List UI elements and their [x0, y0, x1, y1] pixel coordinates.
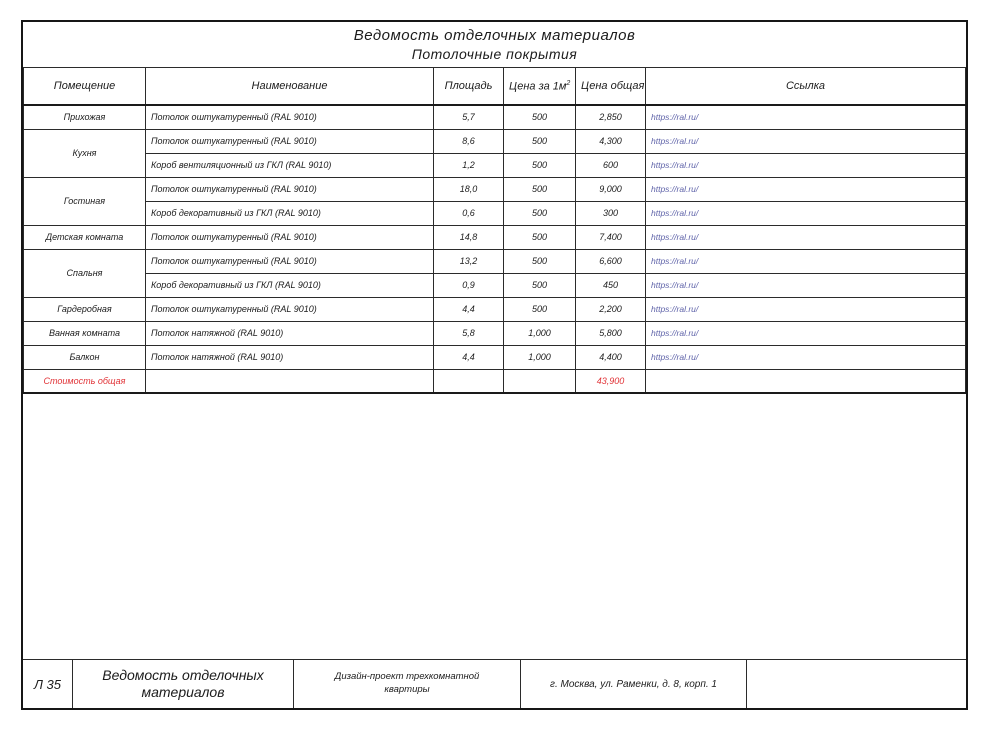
area-cell: 0,6: [434, 201, 504, 225]
material-name-cell: Короб декоративный из ГКЛ (RAL 9010): [146, 201, 434, 225]
price-cell: 500: [504, 105, 576, 129]
total-cell: 4,300: [576, 129, 646, 153]
material-name-cell: Короб вентиляционный из ГКЛ (RAL 9010): [146, 153, 434, 177]
total-cell: 4,400: [576, 345, 646, 369]
header-total-price: Цена общая: [576, 68, 646, 105]
room-cell: Гостиная: [24, 177, 146, 225]
link-cell: [646, 153, 966, 177]
header-row: [24, 68, 966, 105]
sheet-number: Л 35: [23, 660, 73, 708]
room-cell: Гардеробная: [24, 297, 146, 321]
total-cell: 9,000: [576, 177, 646, 201]
price-cell: 500: [504, 129, 576, 153]
page-title: Ведомость отделочных материалов: [353, 26, 636, 44]
material-name-cell: Потолок оштукатуренный (RAL 9010): [146, 225, 434, 249]
total-cell: 2,200: [576, 297, 646, 321]
material-name-cell: Потолок оштукатуренный (RAL 9010): [146, 129, 434, 153]
link-cell: [646, 201, 966, 225]
total-cell: 7,400: [576, 225, 646, 249]
material-link[interactable]: https://ral.ru/: [651, 136, 699, 146]
link-cell: [646, 177, 966, 201]
material-name-cell: Потолок натяжной (RAL 9010): [146, 321, 434, 345]
titleblock-empty-cell: [747, 660, 966, 708]
grand-total-row: [24, 369, 966, 393]
table-header: [24, 68, 966, 105]
room-cell: Балкон: [24, 345, 146, 369]
table-row: [24, 201, 966, 225]
titleblock-doc-title: Ведомость отделочных материалов: [102, 666, 264, 700]
material-link[interactable]: https://ral.ru/: [651, 160, 699, 170]
material-link[interactable]: https://ral.ru/: [651, 256, 699, 266]
area-cell: 14,8: [434, 225, 504, 249]
sheet-title-area: [23, 22, 966, 68]
table-row: [24, 225, 966, 249]
material-name-cell: Потолок оштукатуренный (RAL 9010): [146, 177, 434, 201]
material-link[interactable]: https://ral.ru/: [651, 208, 699, 218]
header-name: Наименование: [146, 68, 434, 105]
link-cell: [646, 129, 966, 153]
material-link[interactable]: https://ral.ru/: [651, 352, 699, 362]
room-cell: Кухня: [24, 129, 146, 177]
titleblock-project: Дизайн-проект трехкомнатной квартиры: [334, 671, 480, 695]
price-cell: 500: [504, 153, 576, 177]
header-area: Площадь: [434, 68, 504, 105]
link-cell: [646, 249, 966, 273]
link-cell: [646, 297, 966, 321]
header-room: Помещение: [24, 68, 146, 105]
link-cell: [646, 225, 966, 249]
table-row: [24, 273, 966, 297]
empty-cell: [504, 369, 576, 393]
price-cell: 500: [504, 201, 576, 225]
material-link[interactable]: https://ral.ru/: [651, 280, 699, 290]
material-link[interactable]: https://ral.ru/: [651, 304, 699, 314]
header-price-per-m2: [504, 68, 576, 105]
total-cell: 450: [576, 273, 646, 297]
titleblock-doc-title-cell: [73, 660, 294, 708]
total-cell: 6,600: [576, 249, 646, 273]
table-row: [24, 321, 966, 345]
area-cell: 5,8: [434, 321, 504, 345]
area-cell: 13,2: [434, 249, 504, 273]
area-cell: 8,6: [434, 129, 504, 153]
material-name-cell: Короб декоративный из ГКЛ (RAL 9010): [146, 273, 434, 297]
room-cell: Ванная комната: [24, 321, 146, 345]
titleblock-address: г. Москва, ул. Раменки, д. 8, корп. 1: [550, 678, 717, 690]
total-cell: 300: [576, 201, 646, 225]
room-cell: Детская комната: [24, 225, 146, 249]
empty-cell: [434, 369, 504, 393]
table-row: [24, 105, 966, 129]
area-cell: 1,2: [434, 153, 504, 177]
grand-total-label: Стоимость общая: [24, 369, 146, 393]
area-cell: 5,7: [434, 105, 504, 129]
area-cell: 4,4: [434, 297, 504, 321]
link-cell: [646, 273, 966, 297]
header-price-base: Цена за 1м: [509, 80, 567, 93]
link-cell: [646, 345, 966, 369]
table-body: [24, 105, 966, 393]
grand-total-value: 43,900: [576, 369, 646, 393]
link-cell: [646, 321, 966, 345]
room-cell: Прихожая: [24, 105, 146, 129]
price-cell: 500: [504, 225, 576, 249]
material-link[interactable]: https://ral.ru/: [651, 328, 699, 338]
ceiling-materials-table: [23, 68, 966, 394]
material-link[interactable]: https://ral.ru/: [651, 232, 699, 242]
drawing-sheet-frame: [21, 20, 968, 710]
table-row: [24, 249, 966, 273]
table-row: [24, 153, 966, 177]
material-name-cell: Потолок оштукатуренный (RAL 9010): [146, 105, 434, 129]
material-name-cell: Потолок оштукатуренный (RAL 9010): [146, 249, 434, 273]
blank-drawing-area: [23, 394, 966, 659]
material-name-cell: Потолок оштукатуренный (RAL 9010): [146, 297, 434, 321]
total-cell: 600: [576, 153, 646, 177]
title-block: [23, 659, 966, 708]
price-cell: 1,000: [504, 321, 576, 345]
area-cell: 0,9: [434, 273, 504, 297]
price-cell: 500: [504, 273, 576, 297]
header-price-superscript: 2: [566, 79, 571, 87]
page-subtitle: Потолочные покрытия: [411, 46, 578, 63]
total-cell: 2,850: [576, 105, 646, 129]
titleblock-project-cell: [294, 660, 521, 708]
price-cell: 500: [504, 177, 576, 201]
area-cell: 4,4: [434, 345, 504, 369]
table-row: [24, 297, 966, 321]
area-cell: 18,0: [434, 177, 504, 201]
titleblock-address-cell: [521, 660, 747, 708]
material-link[interactable]: https://ral.ru/: [651, 184, 699, 194]
material-link[interactable]: https://ral.ru/: [651, 112, 699, 123]
room-cell: Спальня: [24, 249, 146, 297]
material-name-cell: Потолок натяжной (RAL 9010): [146, 345, 434, 369]
price-cell: 1,000: [504, 345, 576, 369]
table-row: [24, 345, 966, 369]
table-row: [24, 177, 966, 201]
total-cell: 5,800: [576, 321, 646, 345]
header-link: Ссылка: [646, 68, 966, 105]
link-cell: [646, 105, 966, 129]
table-row: [24, 129, 966, 153]
price-cell: 500: [504, 297, 576, 321]
empty-cell: [646, 369, 966, 393]
empty-cell: [146, 369, 434, 393]
price-cell: 500: [504, 249, 576, 273]
